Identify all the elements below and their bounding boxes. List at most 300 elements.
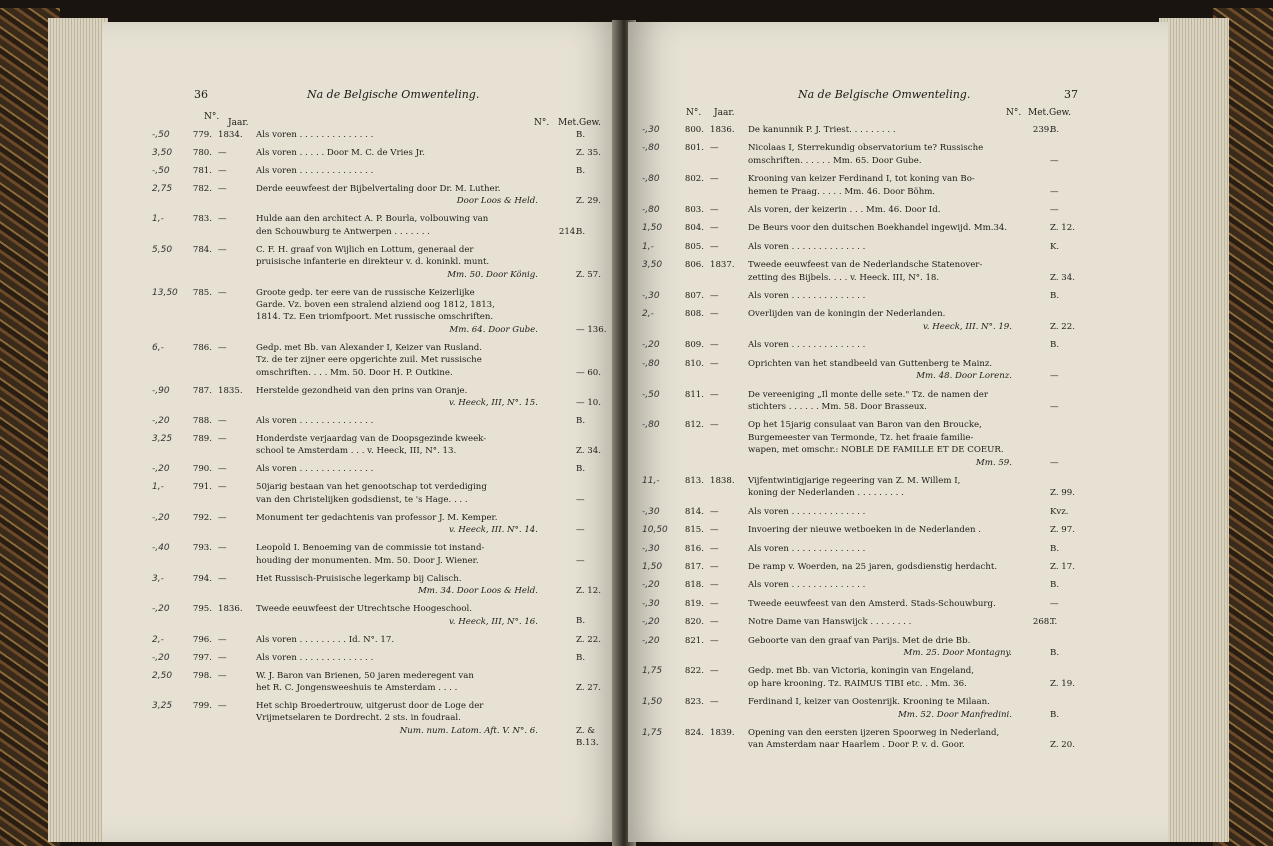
entry-year: — [710, 525, 719, 536]
entry-number: 802. [684, 174, 704, 185]
entry-reference: 268. [1032, 617, 1052, 628]
entry-year: — [218, 482, 227, 493]
description-line: v. Heeck, III. N°. 19. [922, 321, 1012, 332]
metal-weight: T. [1050, 617, 1058, 628]
entry-number: 799. [192, 700, 212, 711]
catalogue-entry [152, 670, 612, 695]
page-edges-left [48, 18, 108, 842]
metal-weight: Z. 17. [1050, 561, 1075, 572]
entry-description [256, 481, 538, 506]
description-line: Mm. 64. Door Gube. [449, 324, 538, 335]
description-line: Tweede eeuwfeest der Utrechtsche Hoogeschool. [256, 604, 472, 615]
description-line: Als voren . . . . . . . . . . . . . . [748, 580, 866, 591]
handwritten-price: -,80 [642, 358, 660, 369]
entry-description [748, 543, 1012, 555]
entry-number: 820. [684, 617, 704, 628]
catalogue-entry [152, 147, 612, 159]
entry-description [748, 339, 1012, 351]
entry-year: — [218, 512, 227, 523]
metal-weight: Z. 22. [576, 634, 601, 645]
handwritten-price: 1,50 [642, 223, 663, 234]
description-line: Tweede eeuwfeest van den Amsterd. Stads-Schouwburg. [748, 598, 996, 609]
metal-weight: B. [576, 464, 586, 475]
catalogue-entry [152, 463, 612, 475]
description-line: Notre Dame van Hanswijck . . . . . . . . [748, 617, 912, 628]
handwritten-price: 3,25 [152, 700, 173, 711]
entry-description [748, 241, 1012, 253]
page-number: 37 [1064, 88, 1078, 101]
entry-description [256, 287, 538, 337]
handwritten-price: -,30 [642, 598, 660, 609]
entry-reference: 214. [558, 226, 578, 237]
entry-description [256, 634, 538, 646]
entry-year: — [710, 309, 719, 320]
entry-year: — [710, 143, 719, 154]
catalogue-entry [642, 665, 1086, 690]
description-line: Groote gedp. ter eere van de russische Keizerlijke [256, 287, 475, 298]
metal-weight: Z. 97. [1050, 525, 1075, 536]
entry-description [748, 727, 1012, 752]
entry-number: 803. [684, 205, 704, 216]
metal-weight: B. [1050, 647, 1060, 658]
entry-description [256, 463, 538, 475]
entry-year: — [710, 420, 719, 431]
entry-number: 784. [192, 244, 212, 255]
entry-year: — [710, 580, 719, 591]
description-line: De Beurs voor den duitschen Boekhandel ingewijd. Mm.34. [748, 223, 1008, 234]
description-line: Mm. 34. Door Loos & Held. [417, 586, 538, 597]
metal-weight: — [1050, 598, 1059, 609]
description-line: v. Heeck, III, N°. 15. [448, 398, 538, 409]
description-line: stichters . . . . . . Mm. 58. Door Brasseux. [748, 401, 927, 412]
description-line: Het Russisch-Pruisische legerkamp bij Calisch. [256, 573, 462, 584]
entry-description [256, 573, 538, 598]
entry-description [748, 259, 1012, 284]
description-line: Op het 15jarig consulaat van Baron van den Broucke, [748, 420, 982, 431]
handwritten-price: -,50 [642, 389, 660, 400]
catalogue-entry [642, 475, 1086, 500]
entry-year: 1837. [710, 260, 735, 271]
metal-weight: B. [576, 166, 586, 176]
metal-weight: Z. 34. [576, 446, 601, 457]
metal-weight: B. [1050, 340, 1060, 351]
entry-description [748, 419, 1012, 469]
description-line: Als voren . . . . . . . . . . . . . . [256, 464, 374, 475]
description-line: Gedp. met Bb. van Victoria, koningin van Engeland, [748, 666, 975, 677]
metal-weight: — 10. [576, 398, 601, 409]
description-line: 50jarig bestaan van het genootschap tot verdediging [256, 482, 487, 493]
entry-description [256, 147, 538, 159]
catalogue-entry [642, 173, 1086, 198]
catalogue-entry [642, 124, 1086, 136]
entry-description [748, 475, 1012, 500]
handwritten-price: -,90 [152, 385, 170, 396]
catalogue-entry [642, 204, 1086, 216]
entry-number: 788. [192, 416, 212, 427]
handwritten-price: -,20 [152, 604, 170, 615]
entry-number: 787. [192, 385, 212, 396]
metal-weight: Z. 12. [1050, 223, 1075, 234]
description-line: Nicolaas I, Sterrekundig observatorium te? Russische [748, 143, 984, 154]
catalogue-entry [642, 308, 1086, 333]
description-line: Als voren . . . . . . . . . Id. N°. 17. [256, 634, 395, 645]
handwritten-price: 1,75 [642, 666, 663, 677]
description-line: Garde. Vz. boven een stralend alziend oog 1812, 1813, [256, 300, 495, 311]
description-line: van Amsterdam naar Haarlem . Door P. v. d. Goor. [748, 740, 965, 751]
description-line: Als voren . . . . . . . . . . . . . . [748, 543, 866, 554]
catalogue-entry [152, 700, 612, 749]
description-line: 1814. Tz. Een triomfpoort. Met russische omschriften. [256, 312, 494, 323]
metal-weight: B. [1050, 291, 1060, 302]
entry-number: 780. [192, 148, 212, 158]
entry-number: 816. [684, 543, 704, 554]
catalogue-entry [152, 512, 612, 537]
entry-number: 779. [192, 130, 212, 140]
description-line: Als voren . . . . . . . . . . . . . . [256, 130, 374, 140]
description-line: W. J. Baron van Brienen, 50 jaren mederegent van [256, 670, 474, 681]
handwritten-price: -,50 [152, 166, 170, 176]
entry-year: — [218, 166, 227, 176]
entry-number: 811. [684, 389, 704, 400]
description-line: Monument ter gedachtenis van professor J. M. Kemper. [256, 512, 498, 523]
handwritten-price: -,30 [642, 291, 660, 302]
entry-number: 792. [192, 512, 212, 523]
metal-weight: B. [1050, 709, 1060, 720]
entry-number: 800. [684, 125, 704, 135]
metal-weight: Z. 57. [576, 269, 601, 280]
handwritten-price: 3,50 [642, 260, 663, 271]
handwritten-price: -,80 [642, 420, 660, 431]
entry-year: — [710, 561, 719, 572]
metal-weight: — [1050, 205, 1059, 216]
entry-number: 804. [684, 223, 704, 234]
running-title: Na de Belgische Omwenteling. [307, 88, 480, 101]
catalogue-entry [642, 598, 1086, 610]
entry-description [748, 579, 1012, 591]
description-line: omschriften. . . . Mm. 50. Door H. P. Outkine. [256, 367, 453, 378]
left-page [102, 22, 622, 842]
catalogue-entry [642, 241, 1086, 253]
running-title: Na de Belgische Omwenteling. [798, 88, 971, 101]
handwritten-price: 3,25 [152, 434, 173, 445]
description-line: Als voren . . . . . Door M. C. de Vries Jr. [256, 148, 425, 158]
column-header-ref: N°. [1006, 108, 1022, 118]
metal-weight: Z. & B.13. [576, 725, 599, 749]
catalogue-entry [642, 339, 1086, 351]
metal-weight: — 136. [576, 324, 607, 335]
entry-number: 798. [192, 670, 212, 681]
entry-year: — [710, 291, 719, 302]
handwritten-price: -,20 [642, 617, 660, 628]
metal-weight: Z. 20. [1050, 740, 1075, 751]
entry-year: — [710, 241, 719, 252]
catalogue-entry [642, 696, 1086, 721]
handwritten-price: -,40 [152, 543, 170, 554]
description-line: Tz. de ter zijner eere opgerichte zuil. Met russische [256, 355, 482, 366]
description-line: den Schouwburg te Antwerpen . . . . . . . [256, 226, 430, 237]
metal-weight: — [576, 525, 585, 536]
description-line: zetting des Bijbels. . . . v. Heeck. III, N°. 18. [748, 272, 940, 283]
handwritten-price: 2,75 [152, 184, 173, 194]
entry-description [256, 512, 538, 537]
handwritten-price: -,20 [642, 580, 660, 591]
catalogue-entry [642, 222, 1086, 234]
column-header-metal-weight: Met.Gew. [1028, 108, 1072, 118]
catalogue-entries [642, 124, 1086, 758]
handwritten-price: -,30 [642, 506, 660, 517]
description-line: Oprichten van het standbeeld van Guttenberg te Mainz. [748, 358, 993, 369]
metal-weight: B. [576, 416, 586, 427]
entry-number: 821. [684, 635, 704, 646]
entry-year: — [710, 697, 719, 708]
entry-number: 817. [684, 561, 704, 572]
description-line: Als voren . . . . . . . . . . . . . . [256, 416, 374, 427]
description-line: Num. num. Latom. Aft. V. N°. 6. [399, 725, 538, 736]
entry-year: — [218, 287, 227, 298]
entry-description [256, 415, 538, 427]
entry-description [256, 652, 538, 664]
metal-weight: B. [1050, 580, 1060, 591]
entry-number: 823. [684, 697, 704, 708]
metal-weight: B. [1050, 543, 1060, 554]
entry-number: 807. [684, 291, 704, 302]
entry-year: — [218, 573, 227, 584]
entry-number: 795. [192, 604, 212, 615]
entry-number: 794. [192, 573, 212, 584]
entry-year: — [710, 543, 719, 554]
catalogue-entry [152, 415, 612, 427]
entry-number: 785. [192, 287, 212, 298]
description-line: Honderdste verjaardag van de Doopsgezinde kweek- [256, 434, 487, 445]
handwritten-price: -,50 [152, 130, 170, 140]
metal-weight: — [1050, 186, 1059, 197]
entry-year: — [710, 205, 719, 216]
metal-weight: — [576, 555, 585, 566]
catalogue-entry [152, 603, 612, 628]
entry-year: — [218, 634, 227, 645]
entry-number: 814. [684, 506, 704, 517]
entry-year: — [218, 434, 227, 445]
metal-weight: — [1050, 155, 1059, 166]
entry-year: — [710, 223, 719, 234]
metal-weight: Z. 99. [1050, 488, 1075, 499]
metal-weight: — [1050, 457, 1059, 468]
entry-description [748, 222, 1012, 234]
metal-weight: — [576, 494, 585, 505]
entry-year: — [218, 148, 227, 158]
entry-description [748, 173, 1012, 198]
column-header-metal-weight: Met.Gew. [558, 118, 602, 128]
handwritten-price: 1,50 [642, 561, 663, 572]
description-line: Mm. 52. Door Manfredini. [898, 709, 1012, 720]
entry-description [256, 433, 538, 458]
entry-number: 806. [684, 260, 704, 271]
description-line: Als voren, der keizerin . . . Mm. 46. Door Id. [748, 205, 941, 216]
metal-weight: Kvz. [1050, 506, 1069, 517]
description-line: Opening van den eersten ijzeren Spoorweg in Nederland, [748, 728, 1000, 739]
description-line: Ferdinand I, keizer van Oostenrijk. Krooning te Milaan. [748, 697, 990, 708]
entry-number: 781. [192, 166, 212, 176]
metal-weight: Z. 35. [576, 148, 601, 158]
description-line: op hare krooning. Tz. RAIMUS TIBI etc. . Mm. 36. [748, 678, 967, 689]
entry-description [256, 129, 538, 141]
entry-year: — [218, 464, 227, 475]
column-header-year: Jaar. [714, 108, 735, 118]
catalogue-entry [152, 287, 612, 337]
entry-year: — [710, 358, 719, 369]
catalogue-entry [642, 543, 1086, 555]
catalogue-entry [642, 579, 1086, 591]
entry-year: — [710, 389, 719, 400]
entry-year: — [218, 700, 227, 711]
description-line: Burgemeester van Termonde, Tz. het fraaie familie- [748, 432, 974, 443]
entry-year: — [218, 416, 227, 427]
description-line: Gedp. met Bb. van Alexander I, Keizer van Rusland. [256, 342, 482, 353]
description-line: school te Amsterdam . . . v. Heeck, III, N°. 13. [256, 446, 457, 457]
entry-number: 813. [684, 475, 704, 486]
entry-description [256, 603, 538, 628]
description-line: Door Loos & Held. [456, 196, 538, 207]
description-line: Overlijden van de koningin der Nederlanden. [748, 309, 946, 320]
handwritten-price: 1,- [152, 214, 164, 225]
metal-weight: K. [1050, 241, 1060, 252]
catalogue-entries [152, 129, 612, 749]
entry-year: — [218, 184, 227, 194]
column-header-number: N°. [204, 112, 220, 122]
catalogue-entry [642, 389, 1086, 414]
description-line: Tweede eeuwfeest van de Nederlandsche Statenover- [748, 260, 983, 271]
catalogue-entry [152, 634, 612, 646]
entry-description [748, 142, 1012, 167]
handwritten-price: -,20 [642, 340, 660, 351]
metal-weight: B. [576, 616, 586, 627]
description-line: van den Christelijken godsdienst, te 's Hage. . . . [256, 494, 468, 505]
entry-description [748, 290, 1012, 302]
entry-number: 809. [684, 340, 704, 351]
catalogue-entry [152, 542, 612, 567]
right-page [628, 22, 1168, 842]
entry-number: 810. [684, 358, 704, 369]
description-line: Invoering der nieuwe wetboeken in de Nederlanden . [748, 525, 982, 536]
catalogue-entry [642, 727, 1086, 752]
entry-description [256, 244, 538, 281]
entry-year: — [710, 506, 719, 517]
entry-description [748, 696, 1012, 721]
description-line: Vrijmetselaren te Dordrecht. 2 sts. in foudraal. [256, 713, 461, 724]
catalogue-entry [152, 342, 612, 379]
description-line: v. Heeck, III, N°. 16. [448, 616, 538, 627]
description-line: Als voren . . . . . . . . . . . . . . [748, 241, 866, 252]
entry-number: 812. [684, 420, 704, 431]
metal-weight: B. [1050, 125, 1060, 135]
entry-year: — [218, 543, 227, 554]
metal-weight: Z. 12. [576, 586, 601, 597]
entry-number: 782. [192, 184, 212, 194]
description-line: wapen, met omschr.: NOBLE DE FAMILLE ET DE COEUR. [748, 445, 1004, 456]
catalogue-entry [642, 419, 1086, 469]
entry-description [748, 665, 1012, 690]
metal-weight: Z. 29. [576, 196, 601, 207]
handwritten-price: -,20 [152, 464, 170, 475]
page-edges-right [1159, 18, 1229, 842]
handwritten-price: -,80 [642, 143, 660, 154]
entry-year: 1836. [218, 604, 243, 615]
handwritten-price: 2,- [642, 309, 654, 320]
entry-number: 789. [192, 434, 212, 445]
handwritten-price: 5,50 [152, 244, 173, 255]
handwritten-price: 11,- [642, 475, 660, 486]
catalogue-entry [642, 561, 1086, 573]
description-line: Leopold I. Benoeming van de commissie tot instand- [256, 543, 485, 554]
metal-weight: B. [576, 130, 586, 140]
entry-description [748, 124, 1012, 136]
catalogue-entry [152, 244, 612, 281]
entry-description [256, 213, 538, 238]
entry-number: 805. [684, 241, 704, 252]
entry-description [748, 506, 1012, 518]
entry-description [256, 183, 538, 208]
handwritten-price: 1,- [642, 241, 654, 252]
entry-number: 819. [684, 598, 704, 609]
catalogue-entry [642, 506, 1086, 518]
catalogue-entry [642, 635, 1086, 660]
entry-year: — [218, 342, 227, 353]
column-header-number: N°. [686, 108, 702, 118]
description-line: Derde eeuwfeest der Bijbelvertaling door Dr. M. Luther. [256, 184, 501, 194]
catalogue-entry [642, 290, 1086, 302]
catalogue-entry [642, 524, 1086, 536]
entry-number: 801. [684, 143, 704, 154]
description-line: koning der Nederlanden . . . . . . . . . [748, 488, 904, 499]
entry-number: 818. [684, 580, 704, 591]
handwritten-price: 13,50 [152, 287, 178, 298]
description-line: Vijfentwintigjarige regeering van Z. M. Willem I, [748, 475, 961, 486]
metal-weight: Z. 34. [1050, 272, 1075, 283]
entry-year: 1834. [218, 130, 243, 140]
description-line: Mm. 50. Door König. [447, 269, 538, 280]
entry-description [256, 700, 538, 737]
metal-weight: — [1050, 401, 1059, 412]
metal-weight: Z. 19. [1050, 678, 1075, 689]
catalogue-entry [152, 652, 612, 664]
description-line: omschriften. . . . . . Mm. 65. Door Gube. [748, 155, 922, 166]
entry-number: 808. [684, 309, 704, 320]
metal-weight: B. [576, 226, 586, 237]
description-line: Als voren . . . . . . . . . . . . . . [748, 291, 866, 302]
entry-description [748, 358, 1012, 383]
entry-number: 824. [684, 728, 704, 739]
description-line: Hulde aan den architect A. P. Bourla, volbouwing van [256, 214, 489, 225]
description-line: Als voren . . . . . . . . . . . . . . [256, 166, 374, 176]
description-line: Als voren . . . . . . . . . . . . . . [748, 506, 866, 517]
catalogue-entry [152, 183, 612, 208]
description-line: Het schip Broedertrouw, uitgerust door de Loge der [256, 700, 484, 711]
entry-year: 1839. [710, 728, 735, 739]
entry-year: — [218, 652, 227, 663]
handwritten-price: 1,- [152, 482, 164, 493]
description-line: C. F. H. graaf von Wijlich en Lottum, generaal der [256, 244, 474, 255]
entry-year: 1835. [218, 385, 243, 396]
metal-weight: — [1050, 371, 1059, 382]
entry-description [256, 165, 538, 177]
handwritten-price: -,20 [152, 512, 170, 523]
entry-description [748, 635, 1012, 660]
entry-description [256, 342, 538, 379]
entry-number: 793. [192, 543, 212, 554]
entry-year: — [218, 244, 227, 255]
entry-description [748, 204, 1012, 216]
description-line: De kanunnik P. J. Triest. . . . . . . . . [748, 125, 896, 135]
